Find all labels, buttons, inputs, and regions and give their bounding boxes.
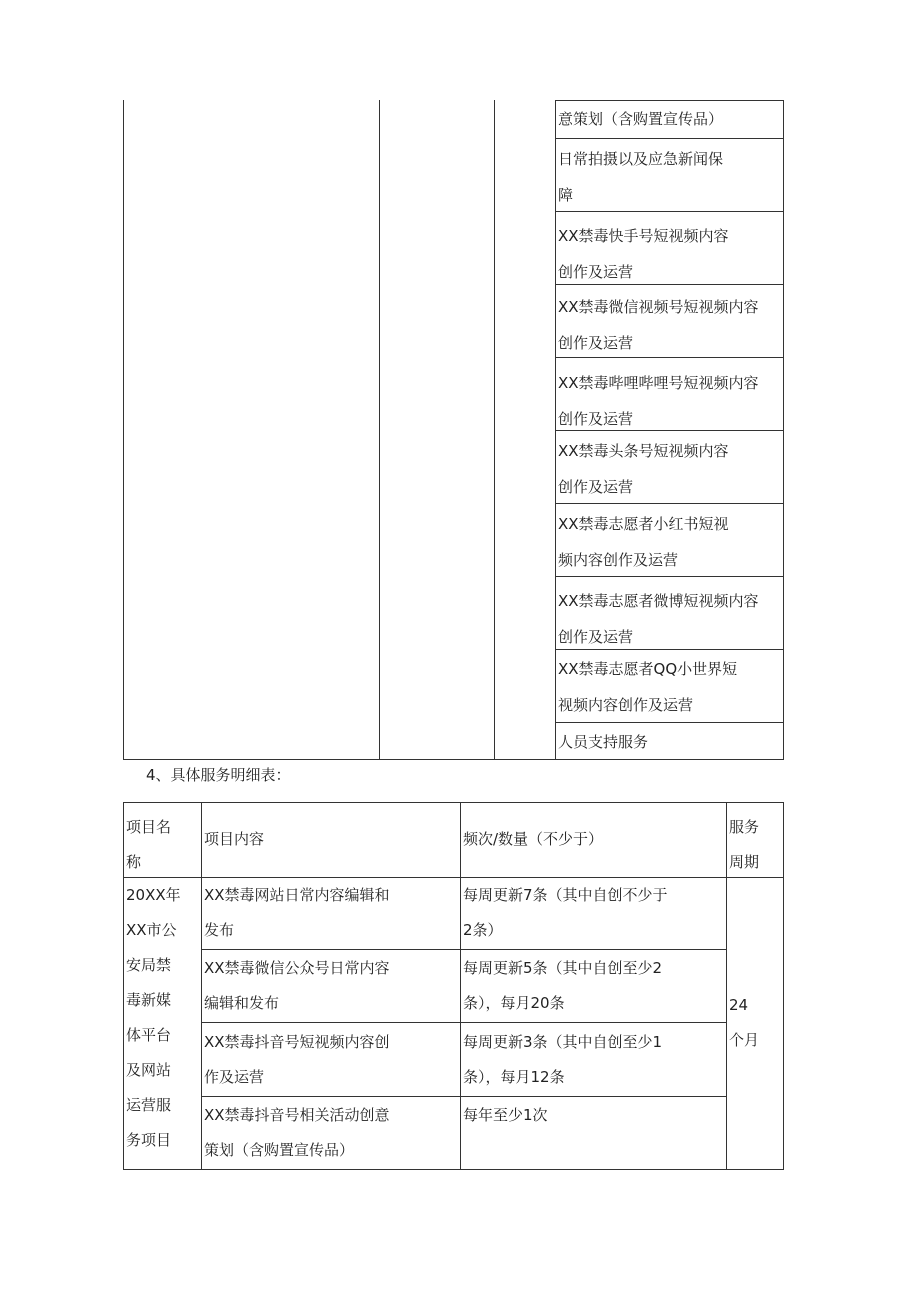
content-line: 编辑和发布 [204,994,280,1012]
table2-border-top [123,802,784,803]
row-frequency [463,951,662,1021]
cell-line: 创作及运营 [558,263,634,281]
table2-border-col3 [460,802,461,1170]
frequency-line: 条），每月12条 [463,1068,565,1086]
cell-line: 创作及运营 [558,478,634,496]
table1-border-bottom [123,759,784,760]
table-cell [558,506,729,578]
cell-line: XX禁毒微信视频号短视频内容 [558,298,759,316]
header-line: 项目名 [126,818,172,836]
table1-border-col3 [494,100,495,760]
header-line: 周期 [729,853,760,871]
project-name-line: 安局禁 [126,956,172,974]
header-project-name [126,810,171,880]
row-content [204,1098,390,1168]
project-name-line: 20XX年 [126,886,181,904]
frequency-line: 2条） [463,921,503,939]
cell-line: 频内容创作及运营 [558,551,679,569]
cell-line: 日常拍摄以及应急新闻保 [558,150,724,168]
content-line: 策划（含购置宣传品） [204,1141,355,1159]
table2-border-left [123,802,124,1170]
cell-line: XX禁毒头条号短视频内容 [558,442,729,460]
table-cell [558,724,648,760]
table2-border-col2 [201,802,202,1170]
cell-line: XX禁毒志愿者小红书短视 [558,515,729,533]
cell-line: 创作及运营 [558,410,634,428]
row-content [204,878,390,948]
content-line: XX禁毒抖音号短视频内容创 [204,1033,390,1051]
frequency-line: 条），每月20条 [463,994,565,1012]
header-line: 项目内容 [204,830,265,848]
cell-line: XX禁毒志愿者微博短视频内容 [558,592,759,610]
header-project-content [204,822,264,857]
row-frequency [463,1025,662,1095]
project-name-line: 务项目 [126,1131,172,1149]
frequency-line: 每年至少1次 [463,1106,548,1124]
cell-line: XX禁毒哔哩哔哩号短视频内容 [558,374,759,392]
table1-border-col2 [379,100,380,760]
cell-line: 创作及运营 [558,334,634,352]
content-line: 发布 [204,921,235,939]
frequency-line: 每周更新3条（其中自创至少1 [463,1033,663,1051]
row-frequency [463,1098,548,1133]
table2-border-right [783,802,784,1170]
cell-line: 意策划（含购置宣传品） [558,110,724,128]
table2-border-bottom [123,1169,784,1170]
header-line: 服务 [729,818,760,836]
header-service-period [729,810,759,880]
project-name-cell [126,878,181,1158]
table1-row-line [555,138,784,139]
period-line: 个月 [729,1031,760,1049]
content-line: XX禁毒抖音号相关活动创意 [204,1106,390,1124]
table2-row-line [201,1096,727,1097]
project-name-line: 毒新媒 [126,991,172,1009]
table-cell [558,583,759,655]
project-name-line: 及网站 [126,1061,172,1079]
project-name-line: 体平台 [126,1026,172,1044]
cell-line: 障 [558,186,574,204]
row-content [204,1025,390,1095]
table2-row-line [201,949,727,950]
project-name-line: XX市公 [126,921,177,939]
cell-line: 视频内容创作及运营 [558,696,694,714]
section-heading: 4、具体服务明细表： [146,766,291,784]
table-cell [558,141,723,213]
frequency-line: 每周更新5条（其中自创至少2 [463,959,663,977]
header-line: 称 [126,853,142,871]
table-cell [558,218,729,290]
content-line: 作及运营 [204,1068,265,1086]
table-cell [558,651,737,723]
cell-line: XX禁毒志愿者QQ小世界短 [558,660,738,678]
cell-line: 创作及运营 [558,628,634,646]
service-period-cell [729,988,759,1058]
cell-line: XX禁毒快手号短视频内容 [558,227,729,245]
cell-line: 人员支持服务 [558,733,649,751]
period-line: 24 [729,996,749,1014]
table-cell [558,365,759,437]
row-content [204,951,390,1021]
frequency-line: 每周更新7条（其中自创不少于 [463,886,668,904]
header-frequency [463,822,603,857]
table-cell [558,433,729,505]
content-line: XX禁毒微信公众号日常内容 [204,959,390,977]
table2-row-line [201,1022,727,1023]
table-cell [558,289,759,361]
table1-border-left [123,100,124,760]
header-line: 频次/数量（不少于） [463,830,604,848]
row-frequency [463,878,668,948]
table2-border-col4 [726,802,727,1170]
table-cell [558,101,723,137]
project-name-line: 运营服 [126,1096,172,1114]
content-line: XX禁毒网站日常内容编辑和 [204,886,390,904]
